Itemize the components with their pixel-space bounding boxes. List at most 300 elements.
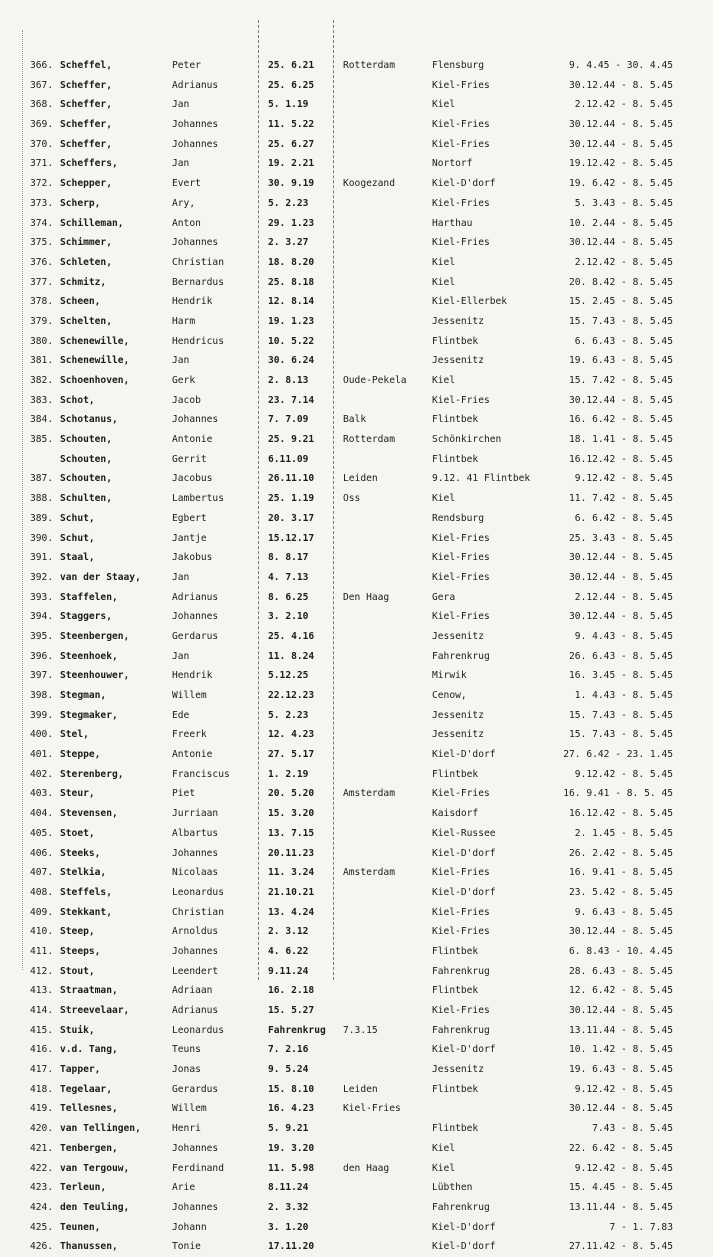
stay-period: 15. 7.43 - 8. 5.45 (569, 315, 673, 327)
table-row (0, 804, 713, 824)
given-name: Johannes (172, 611, 219, 623)
record-number: 415. (30, 1024, 54, 1036)
camp-location: Lübthen (432, 1182, 473, 1194)
table-row (0, 56, 713, 76)
record-number: 371. (30, 158, 54, 170)
camp-location: Kiel-Fries (432, 611, 490, 623)
camp-location: Kiel-D'dorf (432, 886, 496, 898)
table-row (0, 214, 713, 234)
table-row (0, 95, 713, 115)
place-of-origin: Balk (343, 414, 367, 426)
record-number: 396. (30, 650, 54, 662)
stay-period: 30.12.44 - 8. 5.45 (569, 79, 673, 91)
table-row (0, 115, 713, 135)
record-number: 395. (30, 630, 54, 642)
camp-location: Cenow, (432, 690, 467, 701)
table-row (0, 666, 713, 686)
given-name: Arie (172, 1182, 196, 1194)
birth-date: 15. 8.10 (268, 1083, 315, 1095)
surname: Scheffer, (60, 79, 112, 91)
record-number: 404. (30, 808, 54, 820)
given-name: Johannes (172, 414, 219, 426)
record-number: 398. (30, 690, 54, 701)
given-name: Antonie (172, 749, 213, 761)
stay-period: 15. 4.45 - 8. 5.45 (569, 1182, 673, 1194)
camp-location: Flintbek (432, 414, 479, 426)
record-number: 370. (30, 138, 54, 150)
place-of-origin: Rotterdam (343, 60, 395, 71)
record-number: 384. (30, 414, 54, 426)
camp-location: Kiel-Fries (432, 1005, 490, 1016)
camp-location: Kiel-Fries (432, 237, 490, 249)
given-name: Jan (172, 99, 190, 111)
surname: Schouten, (60, 473, 112, 485)
table-row (0, 76, 713, 96)
surname: van Tellingen, (60, 1123, 141, 1135)
birth-date: 11. 8.24 (268, 650, 315, 662)
surname: Schelten, (60, 315, 112, 327)
table-row (0, 410, 713, 430)
given-name: Jonas (172, 1064, 201, 1076)
given-name: Arnoldus (172, 926, 219, 938)
birth-date: 5. 9.21 (268, 1123, 309, 1135)
surname: Schouten, (60, 453, 112, 465)
record-number: 402. (30, 768, 54, 780)
surname: van Tergouw, (60, 1162, 130, 1174)
camp-location: Harthau (432, 217, 473, 229)
surname: Schenewille, (60, 335, 130, 347)
surname: Stout, (60, 965, 95, 977)
record-number: 417. (30, 1064, 54, 1076)
camp-location: Kiel-D'dorf (432, 1221, 496, 1233)
surname: Schmitz, (60, 276, 107, 288)
stay-period: 27.11.42 - 8. 5.45 (569, 1241, 673, 1253)
stay-period: 16. 6.42 - 8. 5.45 (569, 414, 673, 426)
table-row (0, 1080, 713, 1100)
given-name: Johannes (172, 847, 219, 859)
stay-period: 13.11.44 - 8. 5.45 (569, 1024, 673, 1036)
birth-date: 18. 8.20 (268, 256, 315, 268)
surname: Tegelaar, (60, 1083, 112, 1095)
given-name: Hendrik (172, 296, 213, 308)
given-name: Freerk (172, 729, 207, 741)
record-number: 366. (30, 60, 54, 71)
birth-date: 9.11.24 (268, 965, 309, 977)
camp-location: Kiel-Fries (432, 197, 490, 209)
stay-period: 30.12.44 - 8. 5.45 (569, 1103, 673, 1115)
birth-date: 25. 6.21 (268, 60, 315, 71)
table-row (0, 981, 713, 1001)
stay-period: 10. 2.44 - 8. 5.45 (569, 217, 673, 229)
stay-period: 30.12.44 - 8. 5.45 (569, 394, 673, 406)
place-of-origin: Oss (343, 493, 361, 505)
stay-period: 9. 4.43 - 8. 5.45 (574, 630, 673, 642)
birth-date: 9. 5.24 (268, 1064, 309, 1076)
camp-location: Gera (432, 591, 456, 603)
stay-period: 6. 8.43 - 10. 4.45 (569, 945, 673, 957)
table-row (0, 824, 713, 844)
surname: v.d. Tang, (60, 1044, 118, 1056)
stay-period: 9. 4.45 - 30. 4.45 (569, 60, 673, 71)
camp-location: Schönkirchen (432, 434, 502, 446)
birth-date: 25. 6.27 (268, 138, 315, 150)
record-number: 381. (30, 355, 54, 367)
camp-location: Kiel (432, 99, 456, 111)
table-row (0, 430, 713, 450)
birth-date: 15.12.17 (268, 532, 315, 544)
given-name: Jurriaan (172, 808, 219, 820)
table-row (0, 745, 713, 765)
stay-period: 9.12.42 - 8. 5.45 (574, 1162, 673, 1174)
record-number: 388. (30, 493, 54, 505)
birth-date: 25. 9.21 (268, 434, 315, 446)
birth-date: 20. 5.20 (268, 788, 315, 800)
camp-location: Kiel (432, 375, 456, 386)
given-name: Jan (172, 571, 190, 583)
camp-location: Flintbek (432, 985, 479, 997)
record-number: 412. (30, 965, 54, 977)
camp-location: Kiel-Ellerbek (432, 296, 508, 308)
camp-location: Kiel-Fries (432, 906, 490, 918)
record-number: 400. (30, 729, 54, 741)
record-number: 380. (30, 335, 54, 347)
stay-period: 28. 6.43 - 8. 5.45 (569, 965, 673, 977)
stay-period: 9.12.42 - 8. 5.45 (574, 768, 673, 780)
table-row (0, 312, 713, 332)
given-name: Johannes (172, 945, 219, 957)
given-name: Henri (172, 1123, 201, 1135)
stay-period: 27. 6.42 - 23. 1.45 (563, 749, 673, 761)
camp-location: Flintbek (432, 1083, 479, 1095)
given-name: Jan (172, 355, 190, 367)
birth-date: 5. 2.23 (268, 197, 309, 209)
stay-period: 12. 6.42 - 8. 5.45 (569, 985, 673, 997)
surname: Scheffer, (60, 119, 112, 131)
given-name: Adrianus (172, 591, 219, 603)
surname: Steenhouwer, (60, 670, 130, 682)
table-row (0, 863, 713, 883)
table-row (0, 1237, 713, 1257)
camp-location: Kiel-D'dorf (432, 1241, 496, 1253)
table-row (0, 469, 713, 489)
birth-date: 21.10.21 (268, 886, 315, 898)
surname: Stelkia, (60, 867, 107, 879)
birth-date: 12. 8.14 (268, 296, 315, 308)
place-of-origin: den Haag (343, 1162, 390, 1174)
table-row (0, 371, 713, 391)
table-row (0, 765, 713, 785)
record-number: 401. (30, 749, 54, 761)
camp-location: Flintbek (432, 453, 479, 465)
record-number: 393. (30, 591, 54, 603)
given-name: Christian (172, 906, 224, 918)
surname: Staggers, (60, 611, 112, 623)
stay-period: 19. 6.43 - 8. 5.45 (569, 355, 673, 367)
camp-location: Kiel-D'dorf (432, 847, 496, 859)
camp-location: Jessenitz (432, 729, 484, 741)
table-row (0, 1159, 713, 1179)
table-row (0, 548, 713, 568)
given-name: Piet (172, 788, 196, 800)
birth-date: 8. 6.25 (268, 591, 309, 603)
camp-location: Rendsburg (432, 512, 484, 524)
stay-period: 23. 5.42 - 8. 5.45 (569, 886, 673, 898)
given-name: Gerk (172, 375, 196, 386)
stay-period: 16. 9.41 - 8. 5. 45 (563, 788, 673, 800)
record-number: 413. (30, 985, 54, 997)
record-number: 373. (30, 197, 54, 209)
place-of-origin: Kiel-Fries (343, 1103, 401, 1115)
surname: Straatman, (60, 985, 118, 997)
record-number: 405. (30, 827, 54, 839)
place-of-origin: Amsterdam (343, 867, 395, 879)
birth-date: 19. 1.23 (268, 315, 315, 327)
stay-period: 9.12.42 - 8. 5.45 (574, 1083, 673, 1095)
camp-location: Kiel-Fries (432, 532, 490, 544)
birth-date: 25. 8.18 (268, 276, 315, 288)
given-name: Willem (172, 690, 207, 701)
table-row (0, 1178, 713, 1198)
record-number: 377. (30, 276, 54, 288)
birth-date: 25. 4.16 (268, 630, 315, 642)
birth-date: 2. 3.32 (268, 1201, 309, 1213)
given-name: Hendricus (172, 335, 224, 347)
camp-location: Flintbek (432, 1123, 479, 1135)
camp-location: Kiel-Fries (432, 138, 490, 150)
camp-location: Kiel-D'dorf (432, 749, 496, 761)
given-name: Adriaan (172, 985, 213, 997)
given-name: Jacobus (172, 473, 213, 485)
table-row (0, 784, 713, 804)
given-name: Johannes (172, 119, 219, 131)
stay-period: 30.12.44 - 8. 5.45 (569, 552, 673, 564)
place-of-origin: Koogezand (343, 178, 395, 190)
record-number: 379. (30, 315, 54, 327)
table-row (0, 450, 713, 470)
surname: Schleten, (60, 256, 112, 268)
given-name: Leonardus (172, 1024, 224, 1036)
birth-date: 16. 4.23 (268, 1103, 315, 1115)
table-row (0, 1218, 713, 1238)
birth-date: 4. 6.22 (268, 945, 309, 957)
record-number: 407. (30, 867, 54, 879)
record-number: 374. (30, 217, 54, 229)
birth-date: 23. 7.14 (268, 394, 315, 406)
surname: Schut, (60, 512, 95, 524)
record-number: 416. (30, 1044, 54, 1056)
birth-date: 25. 1.19 (268, 493, 315, 505)
camp-location: Kiel (432, 256, 456, 268)
table-row (0, 489, 713, 509)
birth-date: 7. 7.09 (268, 414, 309, 426)
camp-location: Fahrenkrug (432, 1201, 490, 1213)
given-name: Willem (172, 1103, 207, 1115)
camp-location: Kiel-Fries (432, 926, 490, 938)
stay-period: 9.12.42 - 8. 5.45 (574, 473, 673, 485)
birth-date: 29. 1.23 (268, 217, 315, 229)
table-row (0, 942, 713, 962)
stay-period: 30.12.44 - 8. 5.45 (569, 138, 673, 150)
given-name: Gerardus (172, 1083, 219, 1095)
surname: Stoet, (60, 827, 95, 839)
table-row (0, 529, 713, 549)
table-row (0, 351, 713, 371)
table-row (0, 273, 713, 293)
stay-period: 19.12.42 - 8. 5.45 (569, 158, 673, 170)
birth-date: 15. 3.20 (268, 808, 315, 820)
birth-date: 3. 1.20 (268, 1221, 309, 1233)
table-row (0, 1021, 713, 1041)
given-name: Ede (172, 709, 190, 721)
given-name: Evert (172, 178, 201, 190)
surname: Tenbergen, (60, 1142, 118, 1154)
camp-location: Kiel-Fries (432, 571, 490, 583)
given-name: Leendert (172, 965, 219, 977)
birth-date: 25. 6.25 (268, 79, 315, 91)
camp-location: Kiel-Russee (432, 827, 496, 839)
given-name: Peter (172, 60, 201, 71)
stay-period: 19. 6.43 - 8. 5.45 (569, 1064, 673, 1076)
birth-date: 8. 8.17 (268, 552, 309, 564)
birth-date: 11. 5.98 (268, 1162, 315, 1174)
stay-period: 13.11.44 - 8. 5.45 (569, 1201, 673, 1213)
birth-date: 20. 3.17 (268, 512, 315, 524)
camp-location: Fahrenkrug (432, 965, 490, 977)
table-row (0, 1139, 713, 1159)
given-name: Teuns (172, 1044, 201, 1056)
stay-period: 30.12.44 - 8. 5.45 (569, 571, 673, 583)
record-number: 390. (30, 532, 54, 544)
stay-period: 30.12.44 - 8. 5.45 (569, 119, 673, 131)
stay-period: 30.12.44 - 8. 5.45 (569, 926, 673, 938)
place-of-origin: Den Haag (343, 591, 390, 603)
given-name: Jan (172, 650, 190, 662)
record-number: 411. (30, 945, 54, 957)
given-name: Gerdarus (172, 630, 219, 642)
surname: Steenbergen, (60, 630, 130, 642)
surname: Steep, (60, 926, 95, 938)
given-name: Gerrit (172, 453, 207, 465)
record-number: 385. (30, 434, 54, 446)
record-list (0, 56, 713, 1257)
stay-period: 16. 9.41 - 8. 5.45 (569, 867, 673, 879)
record-number: 389. (30, 512, 54, 524)
place-of-origin: Amsterdam (343, 788, 395, 800)
table-row (0, 1099, 713, 1119)
birth-date: 19. 3.20 (268, 1142, 315, 1154)
stay-period: 2.12.42 - 8. 5.45 (574, 99, 673, 111)
stay-period: 5. 3.43 - 8. 5.45 (574, 197, 673, 209)
given-name: Johannes (172, 237, 219, 249)
birth-date: 11. 3.24 (268, 867, 315, 879)
record-number: 387. (30, 473, 54, 485)
birth-date: Fahrenkrug (268, 1024, 326, 1036)
stay-period: 6. 6.43 - 8. 5.45 (574, 335, 673, 347)
surname: Staffelen, (60, 591, 118, 603)
camp-location: Mirwik (432, 670, 467, 682)
record-number: 425. (30, 1221, 54, 1233)
surname: Stegmaker, (60, 709, 118, 721)
record-number: 409. (30, 906, 54, 918)
camp-location: Fahrenkrug (432, 1024, 490, 1036)
stay-period: 15. 7.43 - 8. 5.45 (569, 729, 673, 741)
record-number: 369. (30, 119, 54, 131)
camp-location: Flensburg (432, 60, 484, 71)
record-number: 394. (30, 611, 54, 623)
surname: Stekkant, (60, 906, 112, 918)
table-row (0, 174, 713, 194)
birth-date: 27. 5.17 (268, 749, 315, 761)
birth-date: 11. 5.22 (268, 119, 315, 131)
record-number: 375. (30, 237, 54, 249)
table-row (0, 1198, 713, 1218)
birth-date: 13. 7.15 (268, 827, 315, 839)
surname: Tapper, (60, 1064, 101, 1076)
surname: Streevelaar, (60, 1005, 130, 1016)
place-of-origin: 7.3.15 (343, 1024, 378, 1036)
surname: Stel, (60, 729, 89, 741)
record-number: 423. (30, 1182, 54, 1194)
record-number: 367. (30, 79, 54, 91)
surname: den Teuling, (60, 1201, 130, 1213)
given-name: Nicolaas (172, 867, 219, 879)
stay-period: 7.43 - 8. 5.45 (592, 1123, 673, 1135)
birth-date: 3. 2.10 (268, 611, 309, 623)
record-number: 421. (30, 1142, 54, 1154)
record-number: 406. (30, 847, 54, 859)
given-name: Leonardus (172, 886, 224, 898)
table-row (0, 233, 713, 253)
given-name: Jacob (172, 394, 201, 406)
camp-location: Jessenitz (432, 709, 484, 721)
surname: Staal, (60, 552, 95, 564)
surname: Schouten, (60, 434, 112, 446)
camp-location: Kiel-D'dorf (432, 1044, 496, 1056)
record-number: 372. (30, 178, 54, 190)
birth-date: 22.12.23 (268, 690, 315, 701)
camp-location: Flintbek (432, 335, 479, 347)
surname: Stuik, (60, 1024, 95, 1036)
stay-period: 19. 6.42 - 8. 5.45 (569, 178, 673, 190)
stay-period: 1. 4.43 - 8. 5.45 (574, 690, 673, 701)
given-name: Jantje (172, 532, 207, 544)
record-number: 397. (30, 670, 54, 682)
table-row (0, 391, 713, 411)
table-row (0, 627, 713, 647)
record-number: 419. (30, 1103, 54, 1115)
birth-date: 5. 2.23 (268, 709, 309, 721)
surname: Schot, (60, 394, 95, 406)
stay-period: 30.12.44 - 8. 5.45 (569, 611, 673, 623)
camp-location: Kiel-Fries (432, 79, 490, 91)
record-number: 378. (30, 296, 54, 308)
stay-period: 7 - 1. 7.83 (609, 1221, 673, 1233)
surname: Schilleman, (60, 217, 124, 229)
record-number: 391. (30, 552, 54, 564)
surname: Steur, (60, 788, 95, 800)
birth-date: 26.11.10 (268, 473, 315, 485)
camp-location: Flintbek (432, 768, 479, 780)
camp-location: Kiel-Fries (432, 867, 490, 879)
birth-date: 4. 7.13 (268, 571, 309, 583)
table-row (0, 922, 713, 942)
surname: Schulten, (60, 493, 112, 505)
given-name: Ary, (172, 197, 196, 209)
given-name: Jakobus (172, 552, 213, 564)
camp-location: Kiel-Fries (432, 788, 490, 800)
surname: Steppe, (60, 749, 101, 761)
record-number: 403. (30, 788, 54, 800)
